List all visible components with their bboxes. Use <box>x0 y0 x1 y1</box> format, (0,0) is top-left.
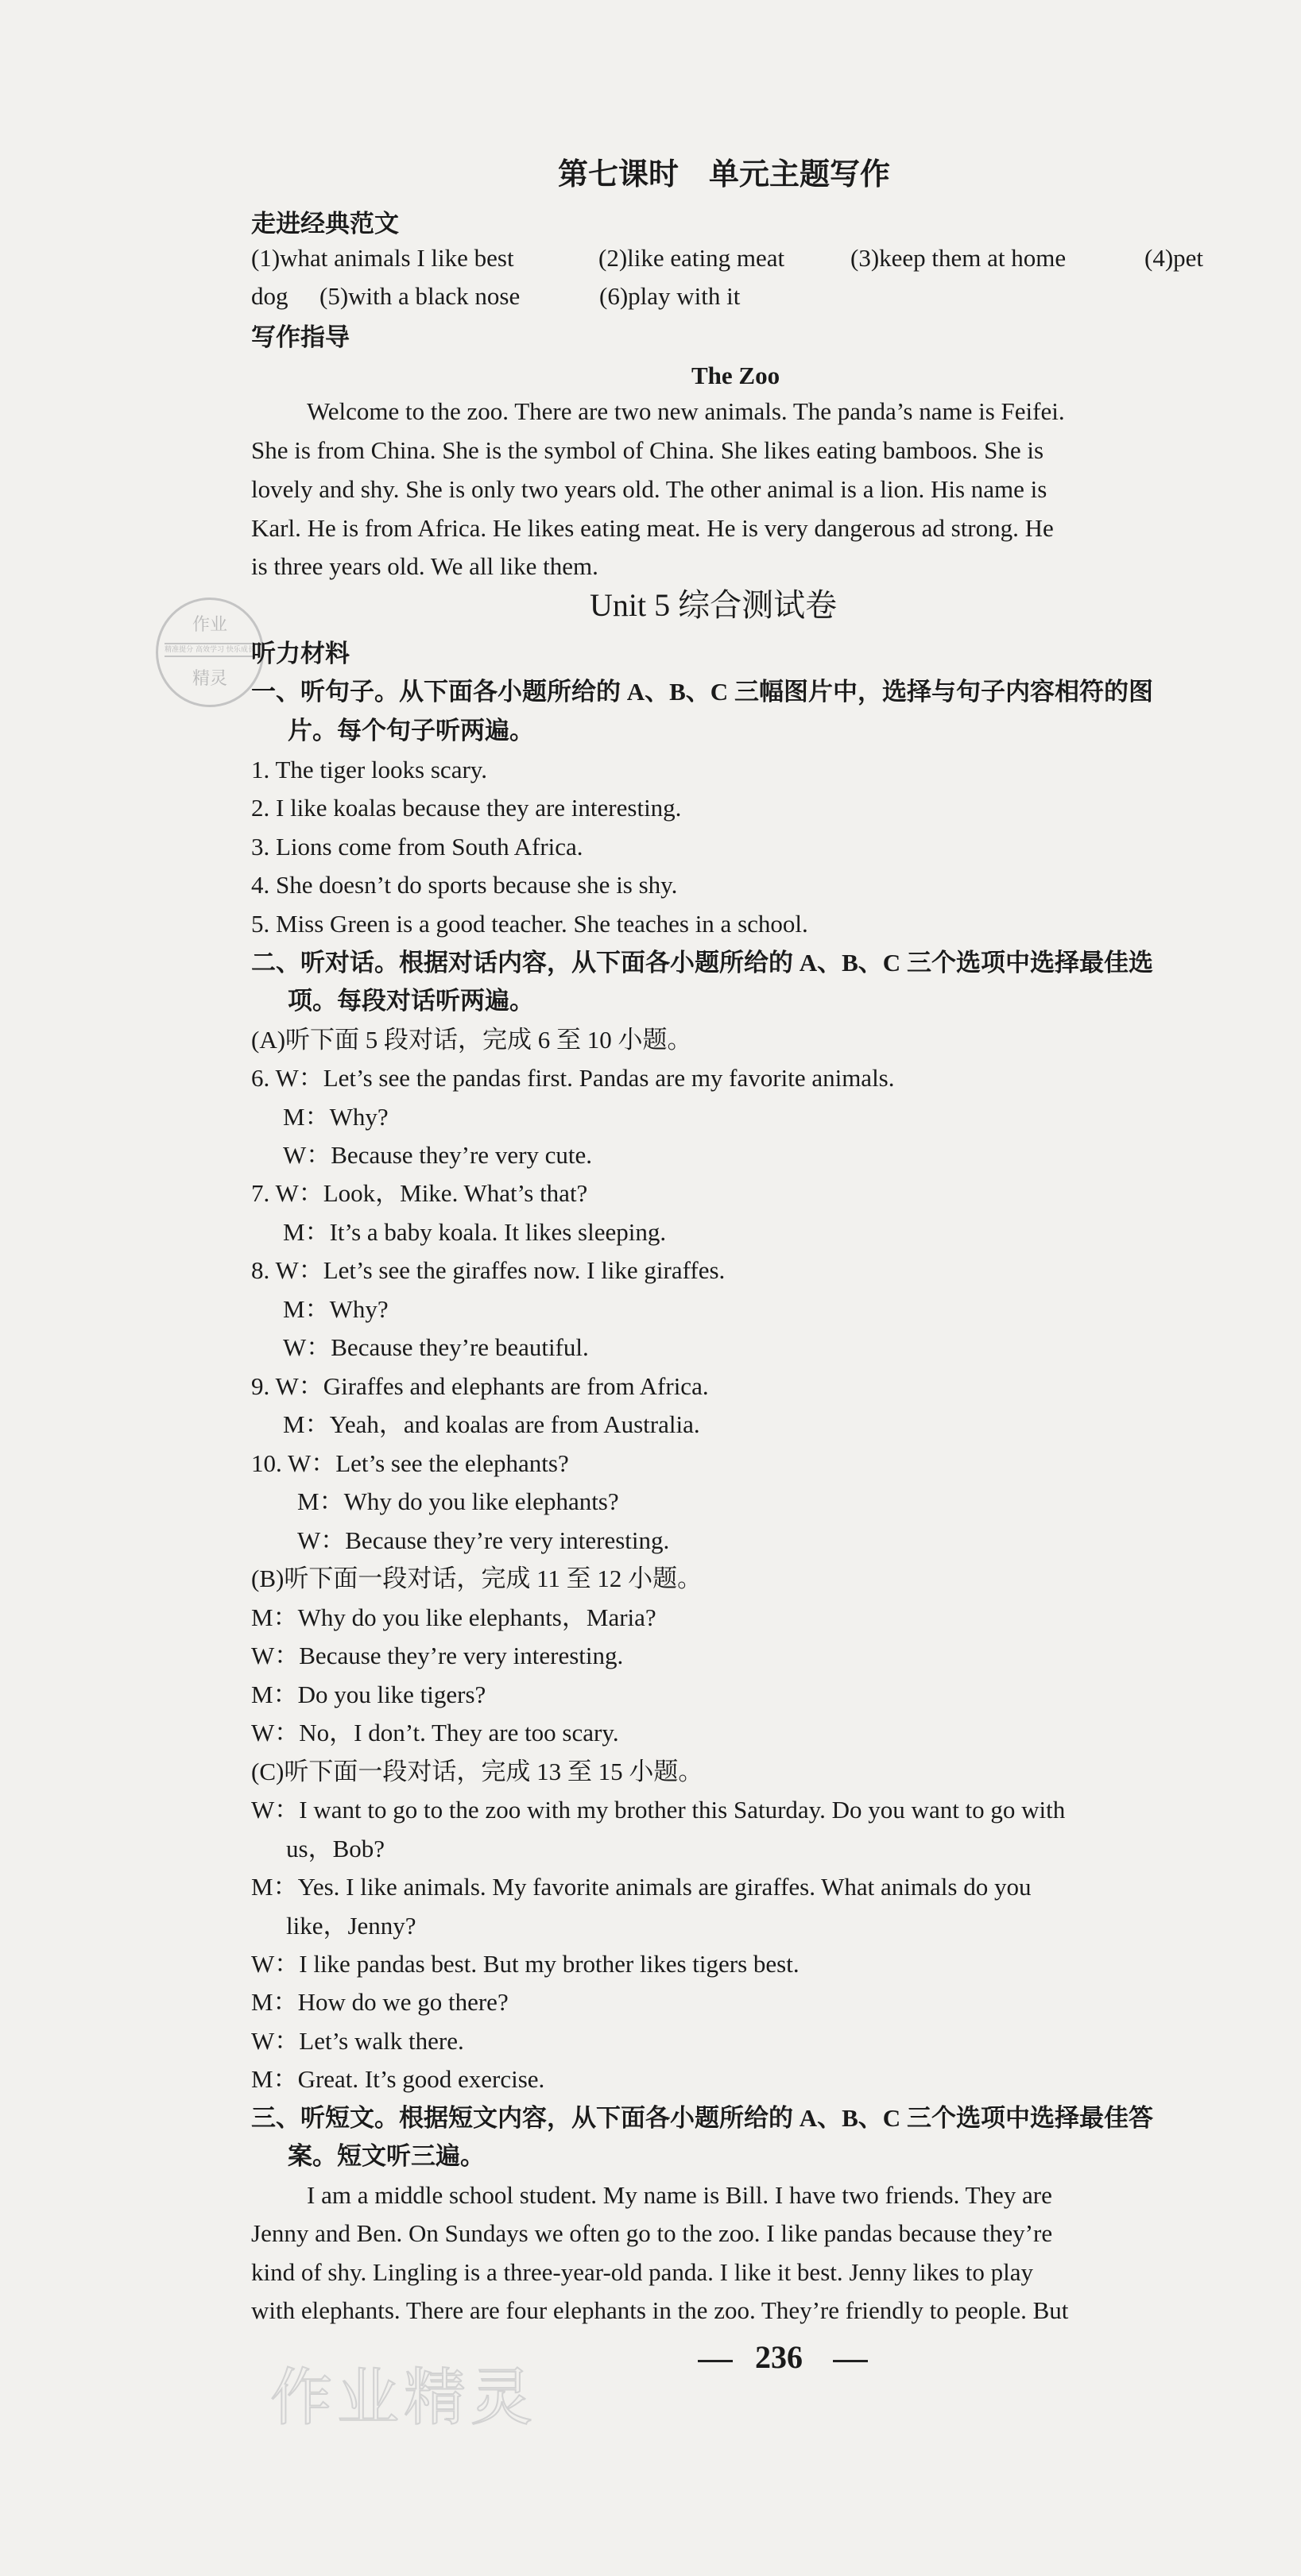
answer-item: (6)play with it <box>599 282 741 310</box>
part1-item: 1. The tiger looks scary. <box>251 756 488 783</box>
part2-heading: 二、听对话。根据对话内容，从下面各小题所给的 A、B、C 三个选项中选择最佳选 <box>251 949 1153 977</box>
part1-heading: 一、听句子。从下面各小题所给的 A、B、C 三幅图片中，选择与句子内容相符的图 <box>251 678 1153 706</box>
part3-heading-cont: 案。短文听三遍。 <box>288 2142 485 2170</box>
part2-a-label: (A)听下面 5 段对话，完成 6 至 10 小题。 <box>251 1026 692 1054</box>
dialogue-line: W：Because they’re very interesting. <box>297 1526 670 1554</box>
answer-item: (5)with a black nose <box>319 282 521 310</box>
dialogue-line: M：Why? <box>283 1295 389 1323</box>
dialogue-line: like，Jenny? <box>286 1912 416 1940</box>
essay-line: is three years old. We all like them. <box>251 552 598 580</box>
essay-line: Karl. He is from Africa. He likes eating meat. He is very dangerous ad strong. He <box>251 514 1054 542</box>
part1-item: 4. She doesn’t do sports because she is shy. <box>251 871 678 899</box>
essay-line: She is from China. She is the symbol of China. She likes eating bamboos. She is <box>251 436 1044 464</box>
passage-line: Jenny and Ben. On Sundays we often go to the zoo. I like pandas because they’re <box>251 2219 1053 2247</box>
dialogue-line: M：Do you like tigers? <box>251 1681 486 1708</box>
dialogue-line: M：Why? <box>283 1103 389 1131</box>
answer-item: (1)what animals I like best <box>251 244 514 272</box>
essay-line: Welcome to the zoo. There are two new animals. The panda’s name is Feifei. <box>307 397 1065 425</box>
unit-title: Unit 5 综合测试卷 <box>590 587 838 623</box>
dialogue-line: 10. W：Let’s see the elephants? <box>251 1449 569 1477</box>
part3-heading: 三、听短文。根据短文内容，从下面各小题所给的 A、B、C 三个选项中选择最佳答 <box>251 2104 1153 2132</box>
essay-line: lovely and shy. She is only two years old. The other animal is a lion. His name is <box>251 475 1047 503</box>
dialogue-line: M：Yeah，and koalas are from Australia. <box>283 1410 700 1438</box>
section-heading-model-essay: 走进经典范文 <box>251 210 399 238</box>
answer-item: (3)keep them at home <box>850 244 1067 272</box>
dialogue-line: W：Let’s walk there. <box>251 2027 464 2055</box>
dialogue-line: 7. W：Look，Mike. What’s that? <box>251 1179 588 1207</box>
essay-title: The Zoo <box>691 362 780 389</box>
part2-b-label: (B)听下面一段对话，完成 11 至 12 小题。 <box>251 1565 703 1592</box>
dialogue-line: W：No，I don’t. They are too scary. <box>251 1719 619 1746</box>
stamp-top-text: 作业 <box>192 615 227 635</box>
answer-item: dog <box>251 282 288 310</box>
dialogue-line: M：How do we go there? <box>251 1988 509 2016</box>
dialogue-line: M：It’s a baby koala. It likes sleeping. <box>283 1218 667 1246</box>
stamp-bottom-text: 精灵 <box>192 669 227 689</box>
dialogue-line: W：I like pandas best. But my brother likes tigers best. <box>251 1950 800 1978</box>
dialogue-line: W：Because they’re beautiful. <box>283 1333 589 1361</box>
page-number-dash-left <box>698 2360 733 2362</box>
dialogue-line: M：Why do you like elephants? <box>297 1487 619 1515</box>
part1-heading-cont: 片。每个句子听两遍。 <box>288 717 534 745</box>
page-number-dash-right <box>833 2360 868 2362</box>
passage-line: kind of shy. Lingling is a three-year-old panda. I like it best. Jenny likes to play <box>251 2258 1033 2286</box>
part1-item: 2. I like koalas because they are interesting. <box>251 794 682 822</box>
passage-line: I am a middle school student. My name is Bill. I have two friends. They are <box>307 2181 1052 2209</box>
watermark-logo: 作业精灵 <box>270 2362 538 2434</box>
listening-label: 听力材料 <box>251 640 350 667</box>
dialogue-line: 8. W：Let’s see the giraffes now. I like giraffes. <box>251 1256 726 1284</box>
dialogue-line: M：Yes. I like animals. My favorite animals are giraffes. What animals do you <box>251 1873 1032 1901</box>
lesson-title: 第七课时 单元主题写作 <box>558 158 891 191</box>
stamp-middle-text: 精准提分 高效学习 快乐成长 <box>165 643 255 657</box>
dialogue-line: M：Great. It’s good exercise. <box>251 2065 545 2093</box>
part1-item: 3. Lions come from South Africa. <box>251 833 583 861</box>
dialogue-line: W：I want to go to the zoo with my brother this Saturday. Do you want to go with <box>251 1796 1066 1824</box>
part2-c-label: (C)听下面一段对话，完成 13 至 15 小题。 <box>251 1758 703 1785</box>
dialogue-line: 6. W：Let’s see the pandas first. Pandas are my favorite animals. <box>251 1064 895 1092</box>
part1-item: 5. Miss Green is a good teacher. She teaches in a school. <box>251 910 808 938</box>
page-number: 236 <box>755 2339 803 2375</box>
dialogue-line: us，Bob? <box>286 1835 385 1862</box>
dialogue-line: W：Because they’re very interesting. <box>251 1642 624 1669</box>
answer-item: (2)like eating meat <box>598 244 785 272</box>
homework-stamp-logo <box>156 598 264 707</box>
passage-line: with elephants. There are four elephants in the zoo. They’re friendly to people. But <box>251 2296 1069 2324</box>
part2-heading-cont: 项。每段对话听两遍。 <box>288 987 534 1015</box>
section-heading-writing-guide: 写作指导 <box>251 323 350 351</box>
dialogue-line: 9. W：Giraffes and elephants are from Africa. <box>251 1372 709 1400</box>
dialogue-line: W：Because they’re very cute. <box>283 1141 593 1169</box>
answer-item: (4)pet <box>1144 244 1204 272</box>
dialogue-line: M：Why do you like elephants，Maria? <box>251 1603 656 1631</box>
